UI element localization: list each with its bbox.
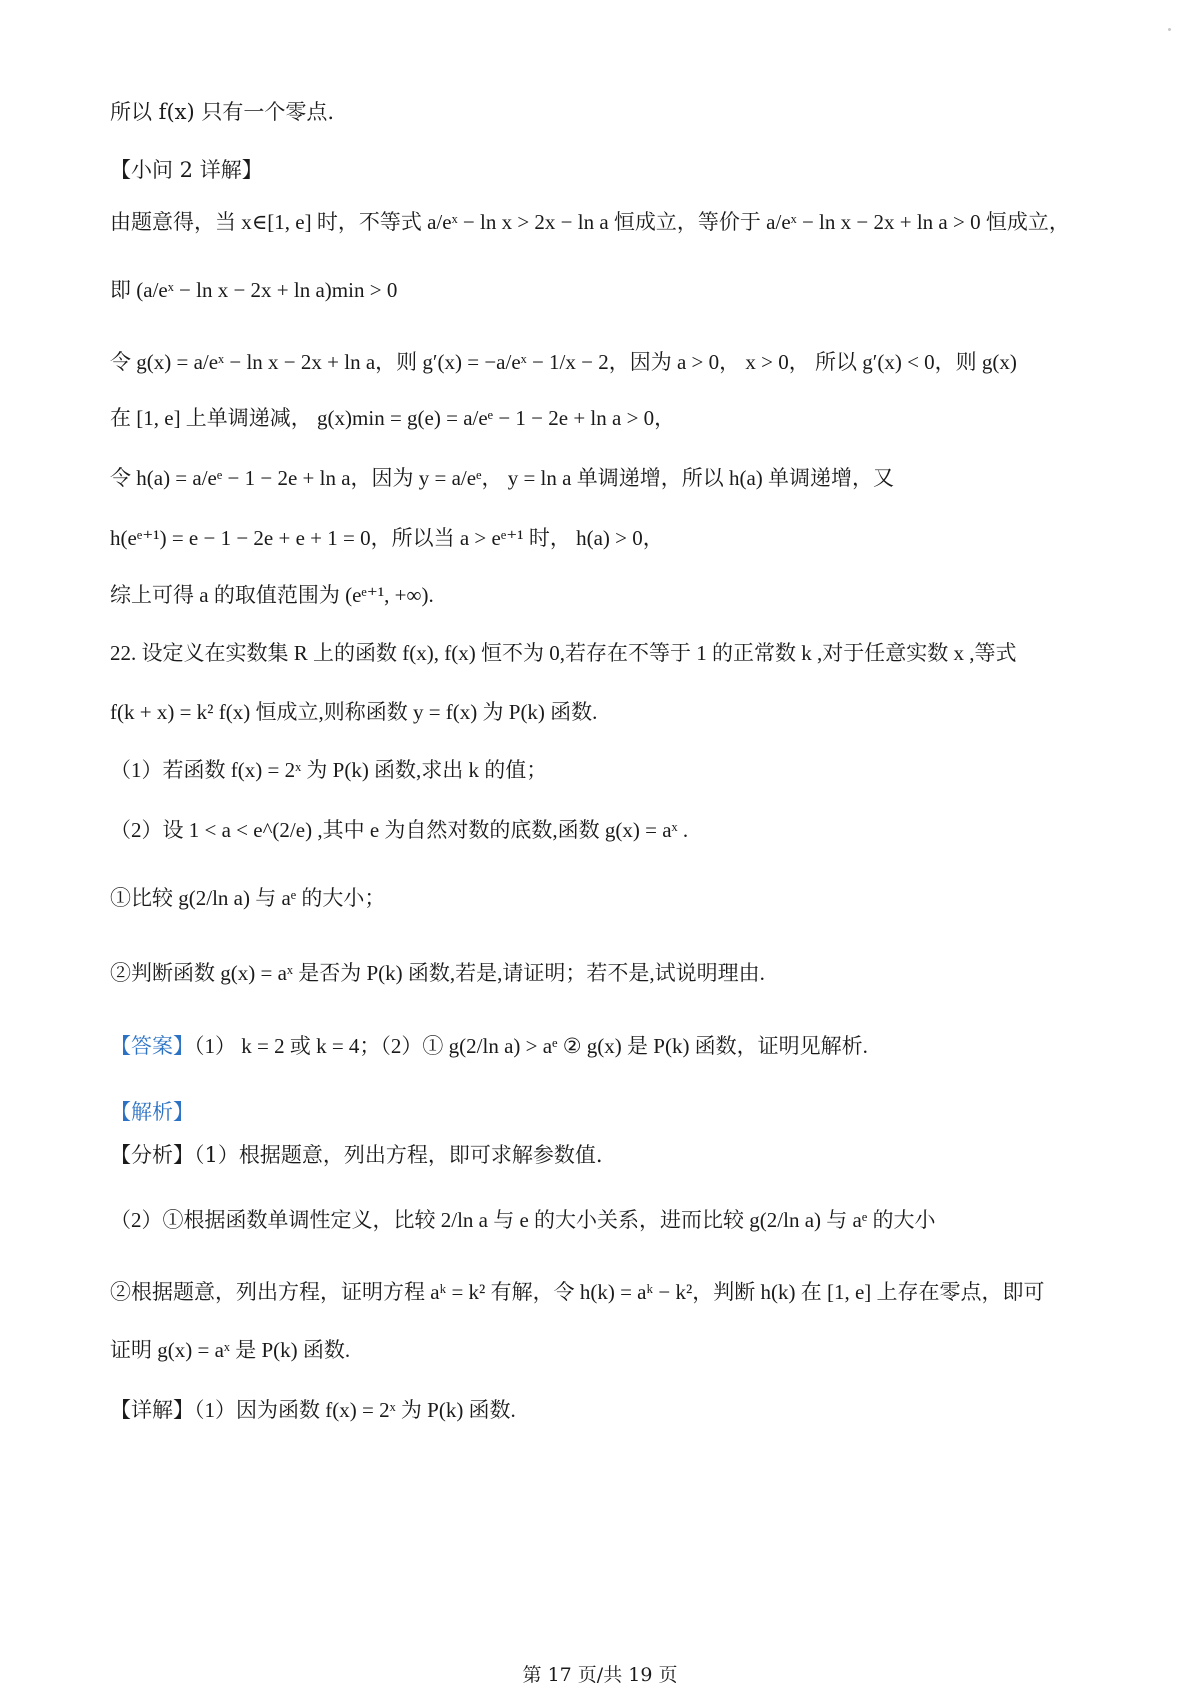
problem-22-part2-q2: ②判断函数 g(x) = aˣ 是否为 P(k) 函数,若是,请证明；若不是,试说明理由.: [110, 961, 765, 985]
problem-22-statement: 22. 设定义在实数集 R 上的函数 f(x), f(x) 恒不为 0,若存在不等于 1 的正常数 k ,对于任意实数 x ,等式: [110, 641, 1017, 665]
analysis-tag: 【解析】: [110, 1100, 194, 1124]
text-line-4: 即 (a/eˣ − ln x − 2x + ln a)min > 0: [110, 278, 398, 302]
analysis-line-1: 【分析】（1）根据题意，列出方程，即可求解参数值.: [110, 1143, 603, 1167]
page-footer: 第 17 页/共 19 页: [522, 1664, 678, 1686]
problem-22-part2-q1: ①比较 g(2/ln a) 与 aᵉ 的大小；: [110, 886, 386, 910]
section-heading-sub2: 【小问 2 详解】: [110, 158, 263, 182]
text-line-3: 由题意得，当 x∈[1, e] 时，不等式 a/eˣ − ln x > 2x − ln a 恒成立，等价于 a/eˣ − ln x − 2x + ln a > 0 恒成立，: [110, 210, 1070, 234]
answer-tag: 【答案】: [110, 1034, 194, 1058]
problem-22-part1: （1）若函数 f(x) = 2ˣ 为 P(k) 函数,求出 k 的值；: [110, 758, 548, 782]
answer-text: （1） k = 2 或 k = 4；（2）① g(2/ln a) > aᵉ ② g(x) 是 P(k) 函数，证明见解析.: [194, 1034, 868, 1058]
analysis-line-3: ②根据题意，列出方程，证明方程 aᵏ = k² 有解，令 h(k) = aᵏ − k²，判断 h(k) 在 [1, e] 上存在零点，即可: [110, 1280, 1045, 1304]
text-line-7: 令 h(a) = a/eᵉ − 1 − 2e + ln a，因为 y = a/eᵉ， y = ln a 单调递增，所以 h(a) 单调递增，又: [110, 466, 895, 490]
decorative-dot: [1168, 28, 1171, 31]
analysis-line-2: （2）①根据函数单调性定义，比较 2/ln a 与 e 的大小关系，进而比较 g(2/ln a) 与 aᵉ 的大小: [110, 1208, 936, 1232]
problem-22-definition: f(k + x) = k² f(x) 恒成立,则称函数 y = f(x) 为 P(k) 函数.: [110, 700, 598, 724]
text-line-8: h(eᵉ⁺¹) = e − 1 − 2e + e + 1 = 0，所以当 a > eᵉ⁺¹ 时， h(a) > 0，: [110, 526, 664, 550]
text-line-1: 所以 f(x) 只有一个零点.: [110, 100, 335, 124]
text-line-6: 在 [1, e] 上单调递减， g(x)min = g(e) = a/eᵉ − 1 − 2e + ln a > 0，: [110, 406, 676, 430]
problem-22-part2: （2）设 1 < a < e^(2/e) ,其中 e 为自然对数的底数,函数 g(x) = aˣ .: [110, 818, 689, 842]
text-line-5: 令 g(x) = a/eˣ − ln x − 2x + ln a，则 g′(x) = −a/eˣ − 1/x − 2，因为 a > 0， x > 0， 所以 g′(x) < 0，则 g(x): [110, 350, 1017, 374]
answer-line: [110, 1034, 868, 1059]
analysis-line-4: 证明 g(x) = aˣ 是 P(k) 函数.: [110, 1338, 351, 1362]
detail-line-1: 【详解】（1）因为函数 f(x) = 2ˣ 为 P(k) 函数.: [110, 1398, 516, 1422]
text-line-9: 综上可得 a 的取值范围为 (eᵉ⁺¹, +∞).: [110, 583, 434, 607]
